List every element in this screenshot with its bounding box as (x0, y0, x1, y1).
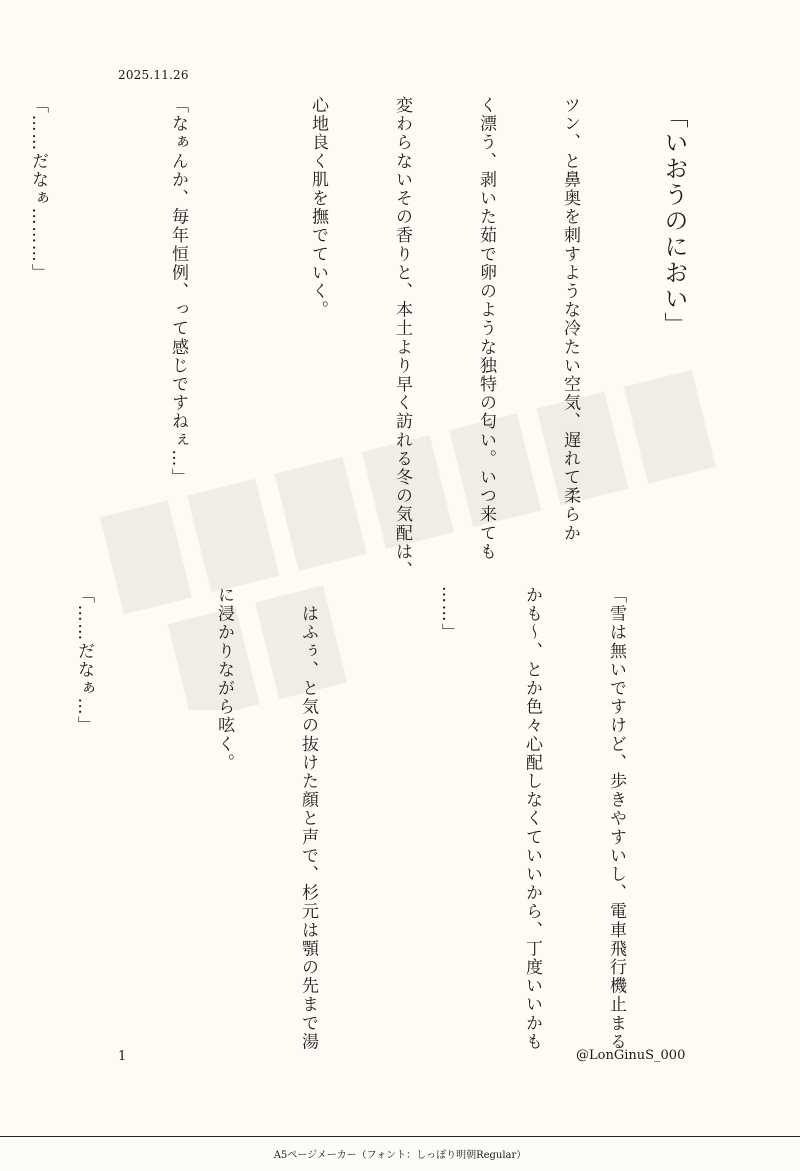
upper-text-block (28, 96, 640, 580)
text-line: に浸かりながら呟く。 (214, 586, 234, 772)
page-number: 1 (118, 1049, 127, 1064)
text-line: 「……だなぁ…」 (74, 586, 94, 735)
story-title: 「いおうのにおい」 (660, 104, 688, 338)
lower-text-block (74, 586, 686, 1051)
text-line: く漂う、剥いた茹で卵のような独特の匂い。いつ来ても (476, 96, 496, 561)
text-line: はふぅ、と気の抜けた顔と声で、杉元は顎の先まで湯 (298, 586, 318, 1051)
text-line: 「なぁんか、毎年恒例、って感じですねぇ…」 (168, 96, 188, 487)
text-line: 「雪は無いですけど、歩きやすいし、電車飛行機止まる (606, 586, 626, 1051)
generator-footer: A5ページメーカー（フォント：しっぽり明朝Regular） (273, 1150, 527, 1161)
date-label: 2025.11.26 (118, 68, 189, 82)
text-line: 変わらないその香りと、本土より早く訪れる冬の気配は、 (392, 96, 412, 580)
text-line: ……」 (438, 586, 458, 642)
text-line: ツン、と鼻奥を刺すような冷たい空気、遅れて柔らか (560, 96, 580, 543)
text-line: 心地良く肌を撫でていく。 (308, 96, 328, 320)
text-line: かも〜、とか色々心配しなくていいから、丁度いいかも (522, 586, 542, 1051)
text-line: 「……だなぁ………」 (28, 96, 48, 282)
author-credit: @LonGinuS_000 (576, 1048, 686, 1063)
